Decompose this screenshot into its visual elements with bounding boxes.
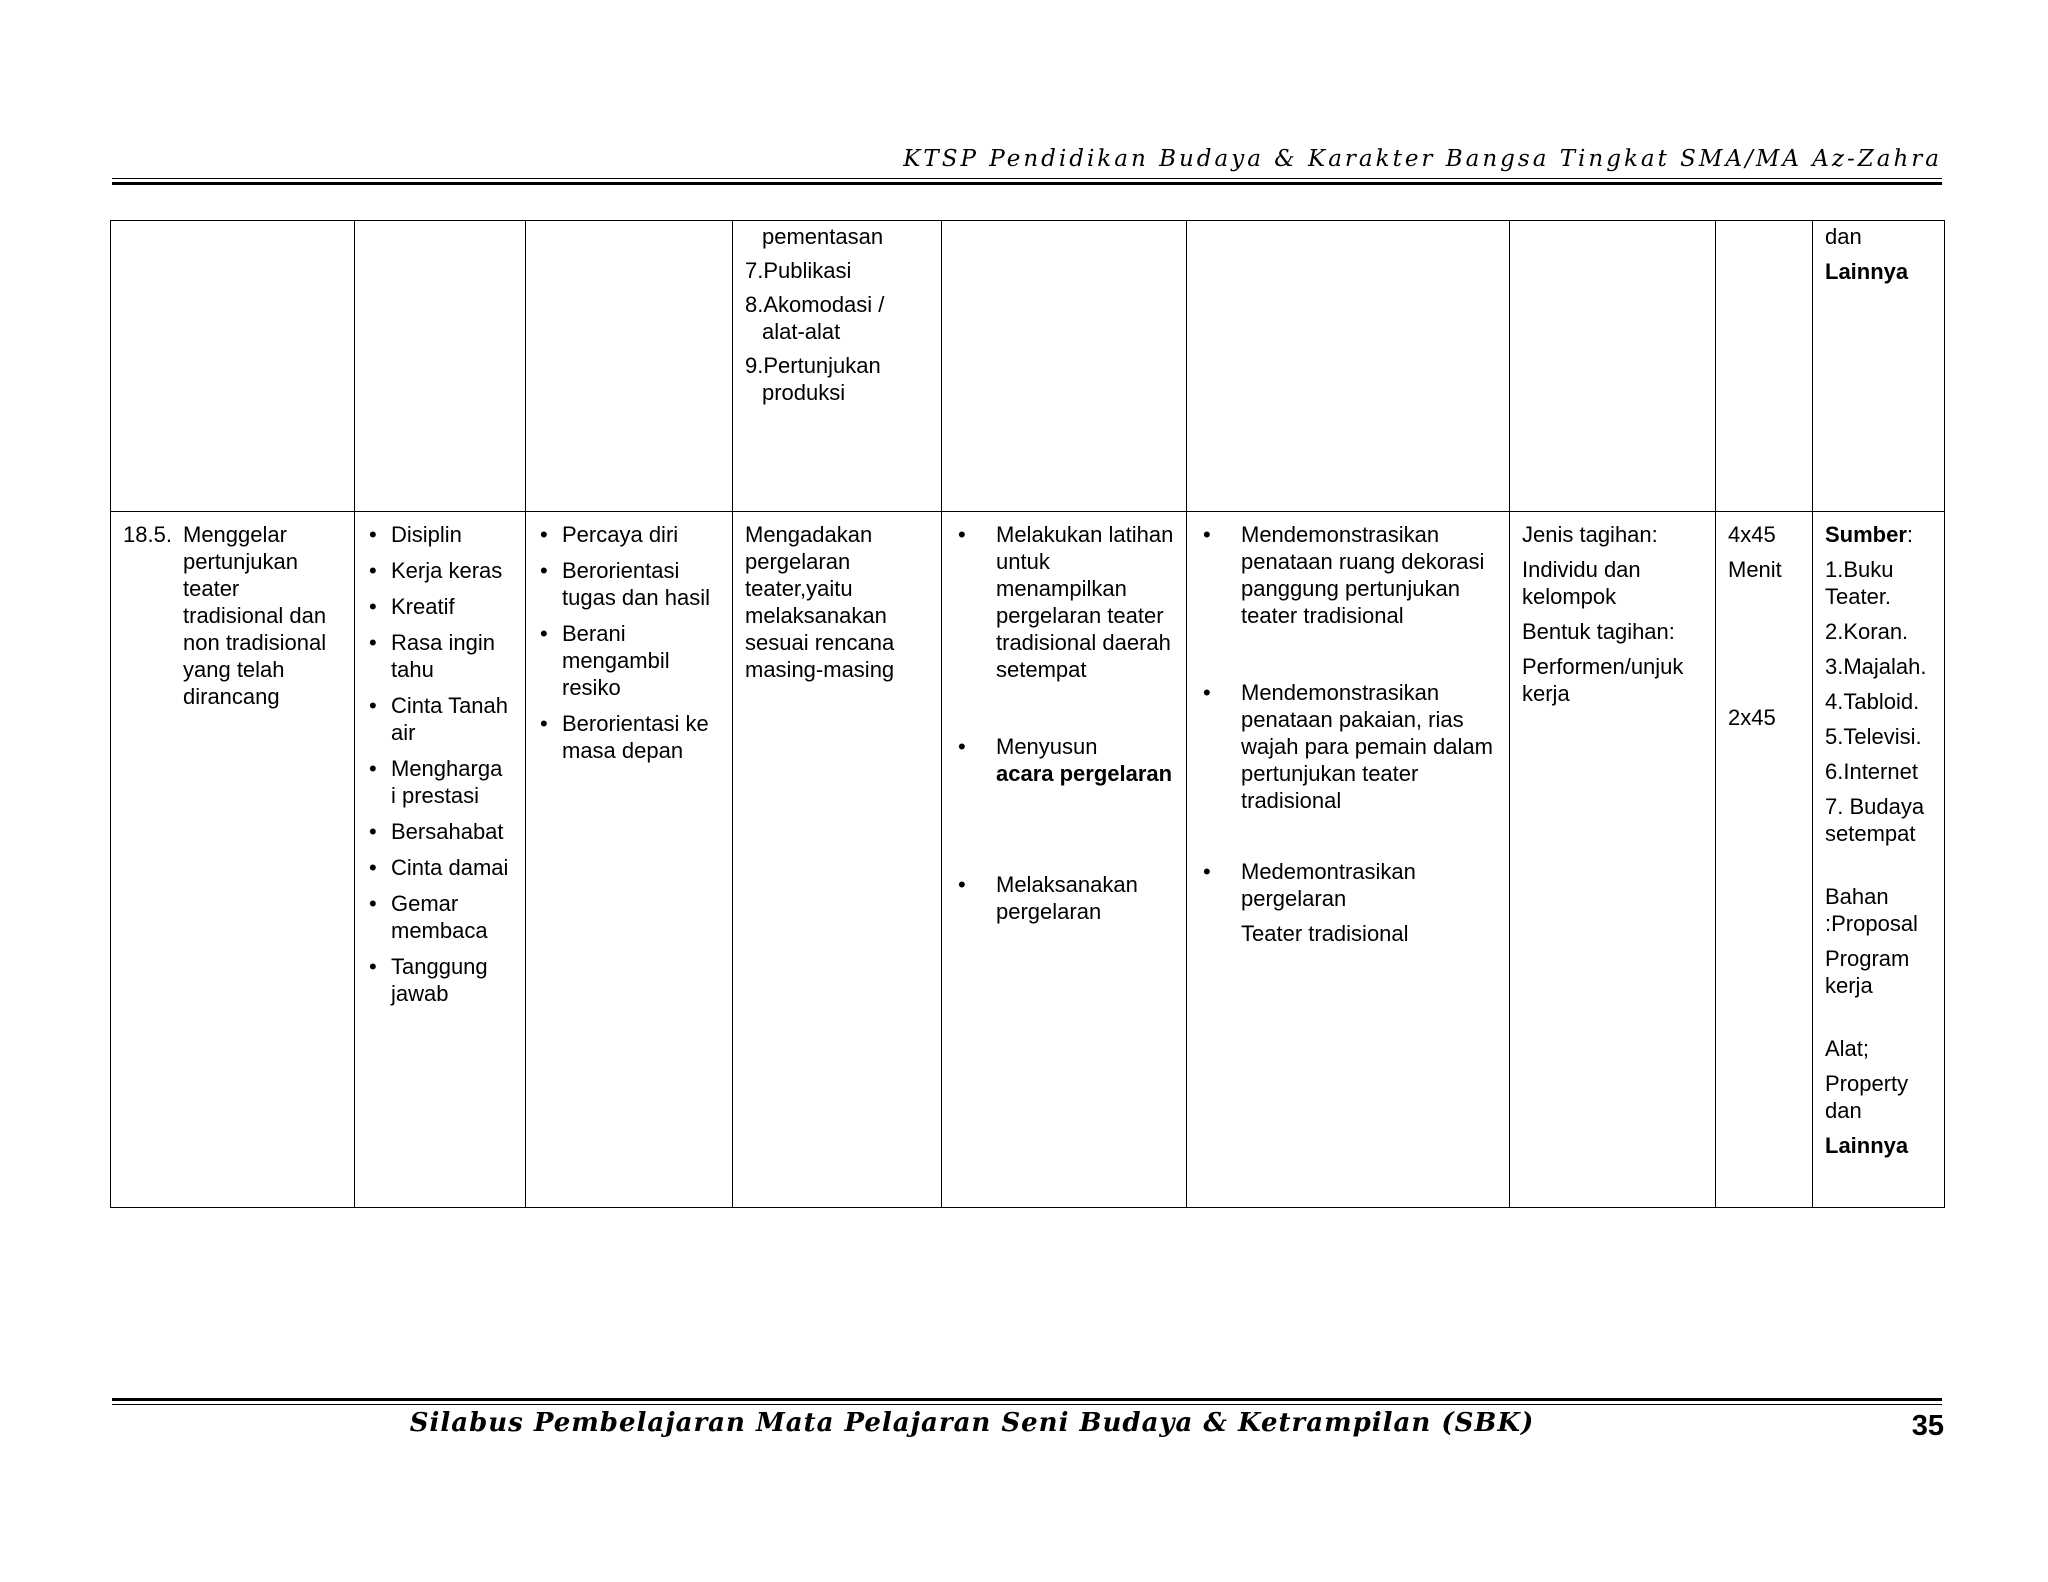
cell-nilai-budaya [355, 512, 526, 1208]
waktu-text: 4x45 [1728, 522, 1776, 547]
syllabus-table [110, 220, 1945, 1208]
list-item: • Mendemonstrasikan penataan ruang dekorasi panggung pertunjukan teater tradisional [1199, 521, 1497, 629]
footer-rule-thin [112, 1404, 1942, 1405]
sumber-item: 2.Koran. [1825, 619, 1909, 644]
list-item: • Mengharga i prestasi [367, 755, 513, 809]
indikator-extra: Teater tradisional [1241, 921, 1409, 946]
cell-indikator [1187, 221, 1510, 512]
sumber-text: dan [1825, 224, 1862, 249]
cell-sumber [1813, 221, 1945, 512]
list-item: • Disiplin [367, 521, 513, 548]
alat-text: Property dan [1825, 1071, 1909, 1123]
list-item: alat-alat [762, 319, 841, 344]
header-rule-thick [112, 182, 1942, 185]
alat-text: Lainnya [1825, 1133, 1909, 1158]
header-rule-thin [112, 178, 1942, 179]
waktu-text: Menit [1728, 557, 1782, 582]
sumber-colon: : [1906, 522, 1914, 547]
sumber-item: 3.Majalah. [1825, 654, 1927, 679]
alat-text: Alat; [1825, 1036, 1870, 1061]
cell-sumber [1813, 512, 1945, 1208]
list-item: • Bersahabat [367, 818, 513, 845]
sumber-item: 5.Televisi. [1825, 724, 1922, 749]
cell-waktu [1716, 512, 1813, 1208]
list-item: 7.Publikasi [745, 258, 852, 283]
cell-kd [111, 221, 355, 512]
list-item: • Berorientasi tugas dan hasil [538, 557, 720, 611]
list-item: • Cinta Tanah air [367, 692, 513, 746]
cell-kd [111, 512, 355, 1208]
cell-nilai-budaya [355, 221, 526, 512]
kegiatan-bold: acara pergelaran [996, 761, 1173, 786]
cell-penilaian [1510, 221, 1716, 512]
list-item: • Rasa ingin tahu [367, 629, 513, 683]
penilaian-text: Performen/unjuk kerja [1522, 654, 1684, 706]
running-header: KTSP Pendidikan Budaya & Karakter Bangsa Tingkat SMA/MA Az-Zahra [903, 146, 1942, 172]
list-item: • Cinta damai [367, 854, 513, 881]
cell-penilaian [1510, 512, 1716, 1208]
list-item: • Tanggung jawab [367, 953, 513, 1007]
footer-rule-thick [112, 1398, 1942, 1401]
list-item: • Melakukan latihan untuk menampilkan pergelaran teater tradisional daerah setempat [954, 521, 1174, 683]
materi-text: Mengadakan pergelaran teater,yaitu melaksanakan sesuai rencana masing-masing [745, 522, 895, 682]
table-row [111, 512, 1945, 1208]
sumber-item: 1.Buku Teater. [1825, 557, 1894, 609]
bahan-text: Program kerja [1825, 946, 1910, 998]
list-item: • Medemontrasikan pergelaran [1199, 858, 1497, 912]
sumber-item: 7. Budaya setempat [1825, 794, 1925, 846]
list-item: • Percaya diri [538, 521, 720, 548]
list-item: • Berorientasi ke masa depan [538, 710, 720, 764]
kd-number: 18.5. [123, 522, 172, 547]
cell-kegiatan [942, 221, 1187, 512]
bahan-text: Bahan :Proposal [1825, 884, 1918, 936]
waktu-text: 2x45 [1728, 705, 1776, 730]
sumber-text: Lainnya [1825, 259, 1909, 284]
list-item: • Melaksanakan pergelaran [954, 871, 1174, 925]
cell-kewirausahaan [526, 221, 733, 512]
cell-kegiatan [942, 512, 1187, 1208]
table-row [111, 221, 1945, 512]
list-item: produksi [762, 380, 846, 405]
cell-kewirausahaan [526, 512, 733, 1208]
penilaian-text: Individu dan kelompok [1522, 557, 1641, 609]
page-number: 35 [1911, 1410, 1944, 1442]
list-item: • Kerja keras [367, 557, 513, 584]
running-footer: Silabus Pembelajaran Mata Pelajaran Seni Budaya & Ketrampilan (SBK) [409, 1408, 1535, 1438]
list-item: 9.Pertunjukan [745, 353, 881, 378]
list-item [954, 733, 1174, 787]
list-item: • Mendemonstrasikan penataan pakaian, rias wajah para pemain dalam pertunjukan teater tradisional [1199, 679, 1497, 814]
cell-materi [733, 221, 942, 512]
cell-indikator [1187, 512, 1510, 1208]
list-item: 8.Akomodasi / [745, 292, 885, 317]
list-item: pementasan [762, 224, 884, 249]
sumber-item: 6.Internet [1825, 759, 1918, 784]
list-item: • Gemar membaca [367, 890, 513, 944]
cell-materi [733, 512, 942, 1208]
list-item: • Kreatif [367, 593, 513, 620]
penilaian-text: Jenis tagihan: [1522, 522, 1658, 547]
sumber-label: Sumber [1825, 522, 1907, 547]
cell-waktu [1716, 221, 1813, 512]
kd-text: Menggelar pertunjukan teater tradisional dan non tradisional yang telah dirancang [183, 522, 327, 709]
penilaian-text: Bentuk tagihan: [1522, 619, 1675, 644]
kegiatan-plain: Menyusun [996, 734, 1098, 759]
sumber-item: 4.Tabloid. [1825, 689, 1920, 714]
list-item: • Berani mengambil resiko [538, 620, 720, 701]
